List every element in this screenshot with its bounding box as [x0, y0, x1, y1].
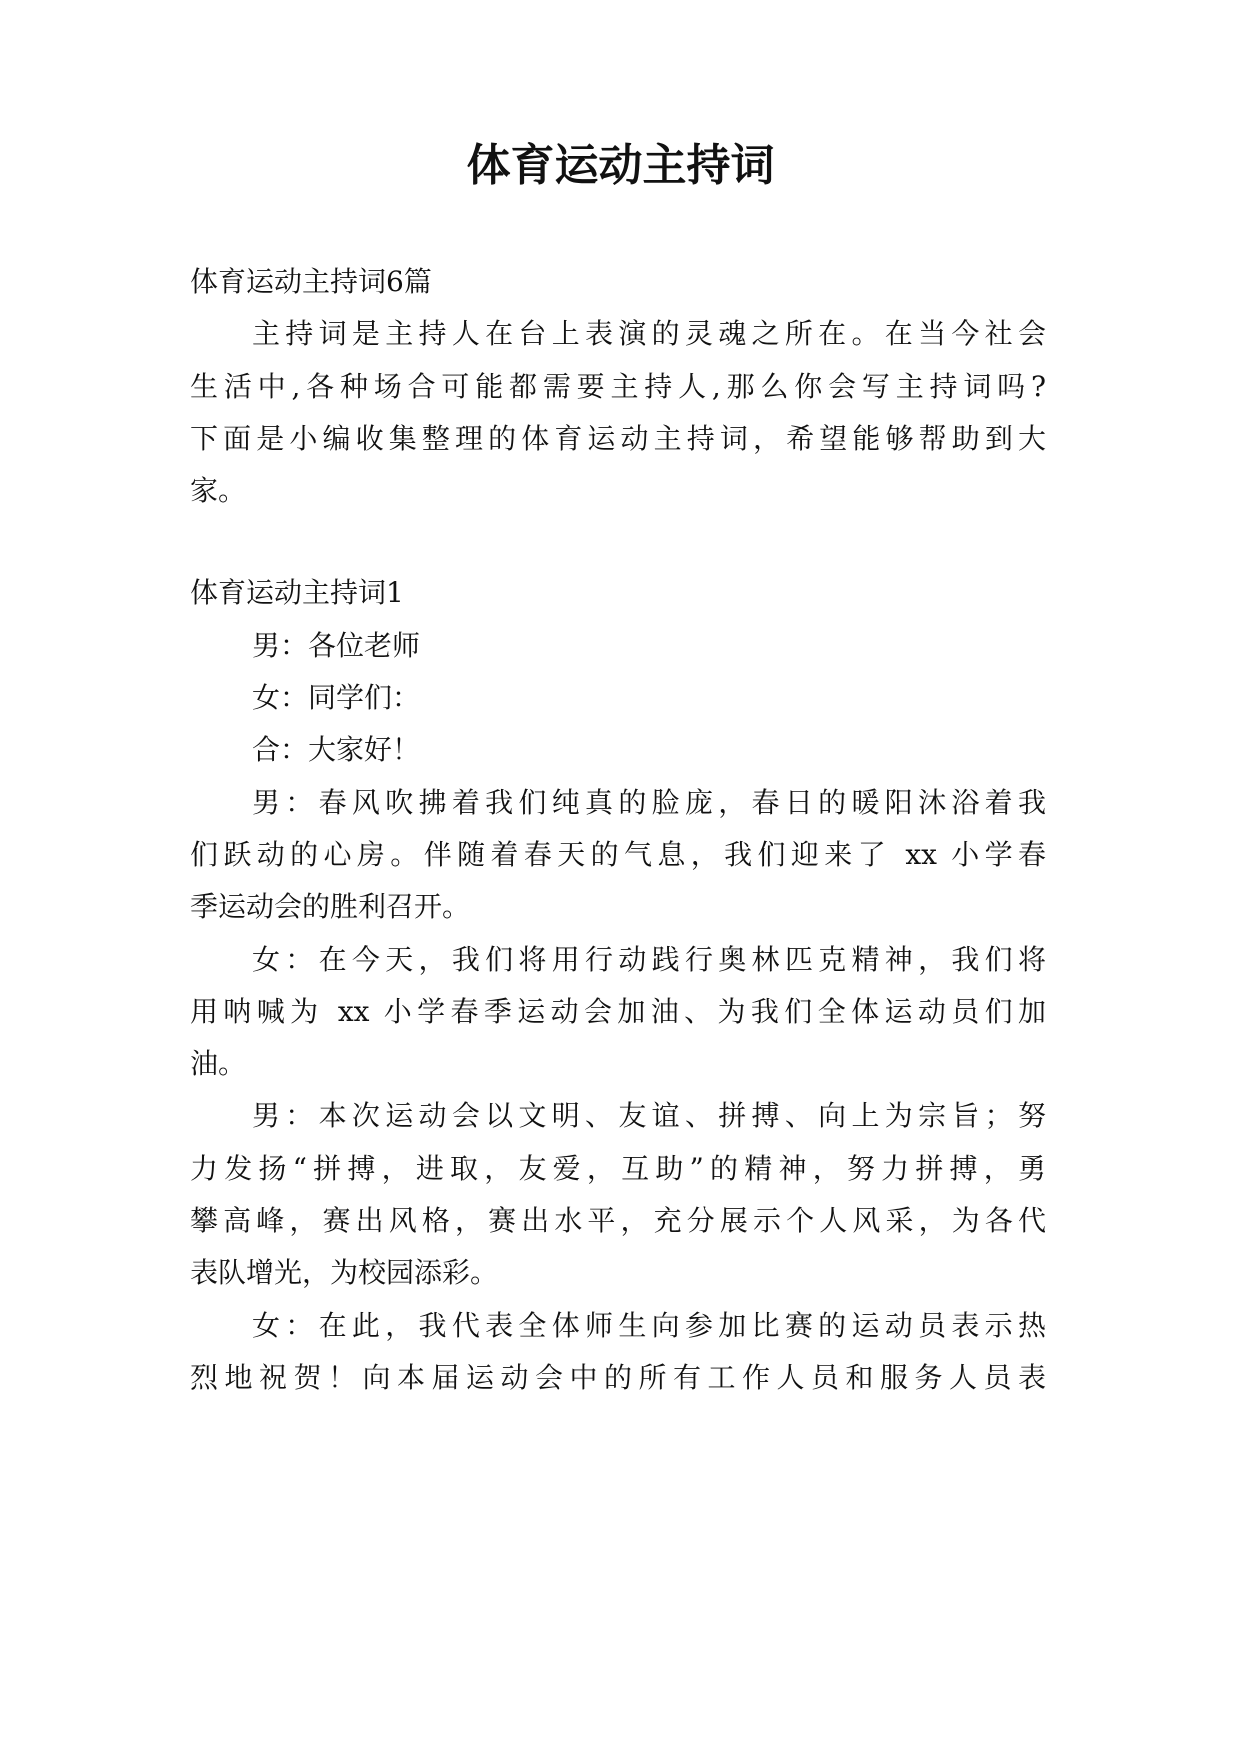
text-line: 烈地祝贺！向本届运动会中的所有工作人员和服务人员表 — [190, 1360, 1046, 1394]
text-line: 油。 — [190, 1047, 247, 1081]
text-line: 男：各位老师 — [252, 628, 421, 662]
text-line: 女：在此，我代表全体师生向参加比赛的运动员表示热 — [252, 1308, 1046, 1342]
text-line: 男：春风吹拂着我们纯真的脸庞，春日的暖阳沐浴着我 — [252, 785, 1046, 819]
blank-line — [190, 517, 1046, 567]
paragraph — [190, 672, 1046, 724]
paragraph — [190, 1300, 1046, 1405]
text-line: 力发扬“拼搏，进取，友爱，互助”的精神，努力拼搏，勇 — [190, 1151, 1046, 1185]
text-line: 季运动会的胜利召开。 — [190, 890, 471, 924]
text-line: 下面是小编收集整理的体育运动主持词，希望能够帮助到大 — [190, 421, 1046, 455]
paragraph — [190, 1090, 1046, 1299]
document-title: 体育运动主持词 — [466, 140, 775, 191]
section-heading — [190, 567, 1046, 619]
section-heading — [190, 256, 1046, 308]
text-line: 女：在今天，我们将用行动践行奥林匹克精神，我们将 — [252, 942, 1046, 976]
text-line: 男：本次运动会以文明、友谊、拼搏、向上为宗旨；努 — [252, 1099, 1046, 1133]
text-line: 女：同学们： — [252, 681, 421, 715]
text-line: 们跃动的心房。伴随着春天的气息，我们迎来了 xx 小学春 — [190, 837, 1046, 871]
text-line: 用呐喊为 xx 小学春季运动会加油、为我们全体运动员们加 — [190, 994, 1046, 1028]
paragraph — [190, 620, 1046, 672]
text-line: 生活中,各种场合可能都需要主持人,那么你会写主持词吗? — [190, 369, 1046, 403]
text-line: 体育运动主持词1 — [190, 576, 404, 610]
text-line: 合：大家好！ — [252, 733, 421, 767]
text-line: 体育运动主持词6篇 — [190, 265, 432, 298]
paragraph — [190, 724, 1046, 776]
paragraph — [190, 308, 1046, 517]
text-line: 家。 — [190, 474, 247, 508]
document-body — [190, 256, 1046, 1404]
text-line: 表队增光，为校园添彩。 — [190, 1256, 499, 1290]
text-line: 攀高峰，赛出风格，赛出水平，充分展示个人风采，为各代 — [190, 1204, 1046, 1238]
paragraph — [190, 777, 1046, 934]
paragraph — [190, 934, 1046, 1091]
text-line: 主持词是主持人在台上表演的灵魂之所在。在当今社会 — [252, 317, 1046, 351]
